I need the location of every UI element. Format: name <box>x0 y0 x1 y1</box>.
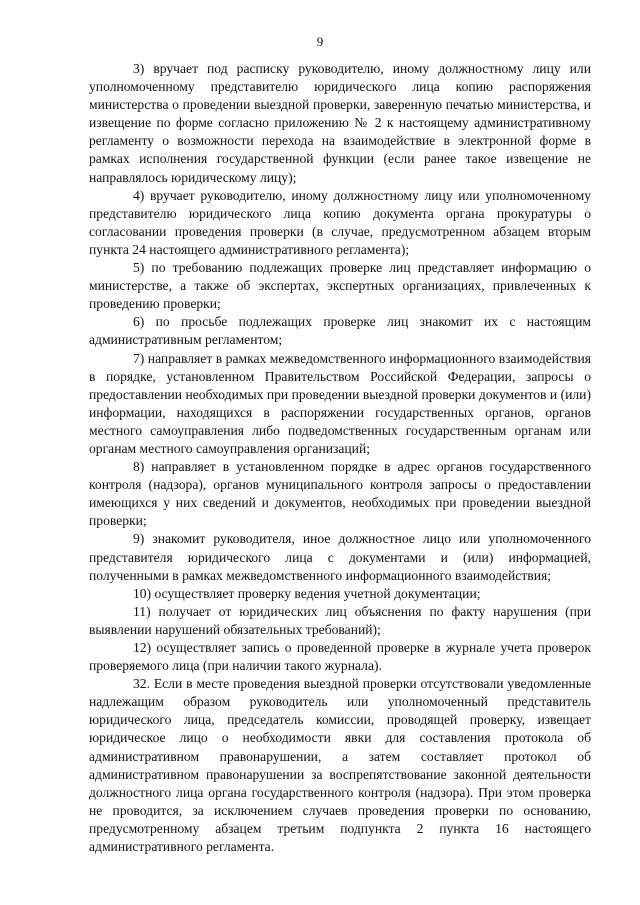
paragraph-item-12: 12) осуществляет запись о проведенной проверке в журнале учета проверок проверяемого лица (при наличии такого журнала). <box>89 640 591 674</box>
paragraph-item-3: 3) вручает под расписку руководителю, иному должностному лицу или уполномоченному представителю юридического лица копию распоряжения министерства о проведении выездной проверки, заверенную печатью министерства, и извещение по форме согласно приложению № 2 к настоящему административному регламенту о возможности перехода на взаимодействие в электронной форме в рамках исполнения государственной функции (если ранее такое извещение не направлялось юридическому лицу); <box>89 61 591 185</box>
page-number: 9 <box>316 34 324 49</box>
paragraph-clause-32: 32. Если в месте проведения выездной проверки отсутствовали уведомленные надлежащим образом руководитель или уполномоченный представитель юридического лица, председатель комиссии, проводящей проверку, извещает юридическое лицо о необходимости явки для составления протокола об административном правонарушении, а затем составляет протокол об административном правонарушении за воспрепятствование законной деятельности должностного лица органа государственного контроля (надзора). При этом проверка не проводится, за исключением случаев проведения проверки по основанию, предусмотренному абзацем третьим подпункта 2 пункта 16 настоящего административного регламента. <box>89 676 591 855</box>
paragraph-item-4: 4) вручает руководителю, иному должностному лицу или уполномоченному представителю юридического лица копию документа органа прокуратуры о согласовании проведения проверки (в случае, предусмотренном абзацем вторым пункта 24 настоящего административного регламента); <box>89 187 591 257</box>
paragraph-item-6: 6) по просьбе подлежащих проверке лиц знакомит их с настоящим административным регламентом; <box>89 314 591 348</box>
paragraph-item-9: 9) знакомит руководителя, иное должностное лицо или уполномоченного представителя юридического лица с документами и (или) информацией, полученными в рамках межведомственного информационного взаимодействия; <box>89 531 591 583</box>
paragraph-item-8: 8) направляет в установленном порядке в адрес органов государственного контроля (надзора), органов муниципального контроля запросы о предоставлении имеющихся у них сведений и документов, необходимых при проведении выездной проверки; <box>89 459 591 529</box>
document-body <box>89 60 591 856</box>
paragraph-item-7: 7) направляет в рамках межведомственного информационного взаимодействия в порядке, установленном Правительством Российской Федерации, запросы о предоставлении необходимых при проведении выездной проверки документов и (или) информации, находящихся в распоряжении государственных органов, органов местного самоуправления либо подведомственных государственным органам или органам местного самоуправления организаций; <box>89 350 591 456</box>
paragraph-item-5: 5) по требованию подлежащих проверке лиц представляет информацию о министерстве, а также об экспертах, экспертных организациях, привлеченных к проведению проверки; <box>89 260 591 312</box>
paragraph-item-11: 11) получает от юридических лиц объяснения по факту нарушения (при выявлении нарушений обязательных требований); <box>89 603 591 637</box>
paragraph-item-10: 10) осуществляет проверку ведения учетной документации; <box>133 585 481 601</box>
